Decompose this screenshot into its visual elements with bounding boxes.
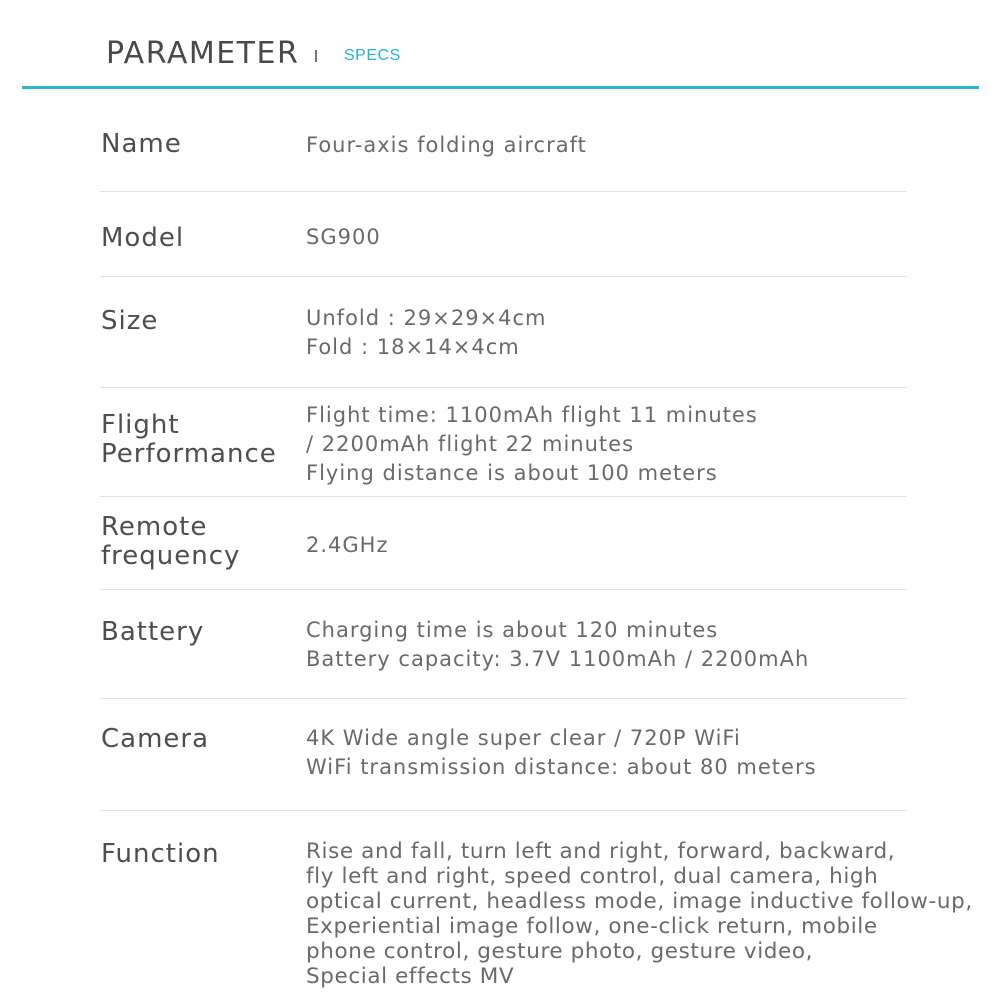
spec-label-battery: Battery <box>101 617 205 647</box>
spec-label-flight-performance: Flight Performance <box>101 410 277 469</box>
spec-value-battery: Charging time is about 120 minutes Battery capacity: 3.7V 1100mAh / 2200mAh <box>306 618 810 671</box>
title-separator <box>315 50 317 62</box>
header-rule <box>22 86 979 89</box>
spec-label-name: Name <box>101 129 182 159</box>
row-divider <box>100 387 907 388</box>
spec-value-model: SG900 <box>306 225 381 249</box>
row-divider <box>100 276 907 277</box>
row-divider <box>100 810 907 811</box>
page-title: PARAMETER <box>106 36 300 71</box>
row-divider <box>100 698 907 699</box>
spec-label-camera: Camera <box>101 724 210 754</box>
row-divider <box>100 496 907 497</box>
page-subtitle: SPECS <box>344 47 401 64</box>
spec-value-flight-performance: Flight time: 1100mAh flight 11 minutes / 2200mAh flight 22 minutes Flying distance is about 100 meters <box>306 403 758 485</box>
spec-value-size: Unfold : 29×29×4cm Fold : 18×14×4cm <box>306 306 547 359</box>
spec-label-size: Size <box>101 306 159 336</box>
spec-value-remote-frequency: 2.4GHz <box>306 533 389 557</box>
page-header <box>0 0 1000 90</box>
spec-value-function: Rise and fall, turn left and right, forward, backward, fly left and right, speed control, dual camera, high optical current, headless mode, image inductive follow-up, Experiential image follow, one-click return, mobile phone control, gesture photo, gesture video, Special effects MV <box>306 839 973 989</box>
spec-value-name: Four-axis folding aircraft <box>306 133 587 157</box>
spec-label-function: Function <box>101 839 220 869</box>
row-divider <box>100 191 907 192</box>
spec-label-model: Model <box>101 223 185 253</box>
spec-label-remote-frequency: Remote frequency <box>101 512 241 571</box>
spec-value-camera: 4K Wide angle super clear / 720P WiFi WiFi transmission distance: about 80 meters <box>306 726 817 779</box>
row-divider <box>100 589 907 590</box>
